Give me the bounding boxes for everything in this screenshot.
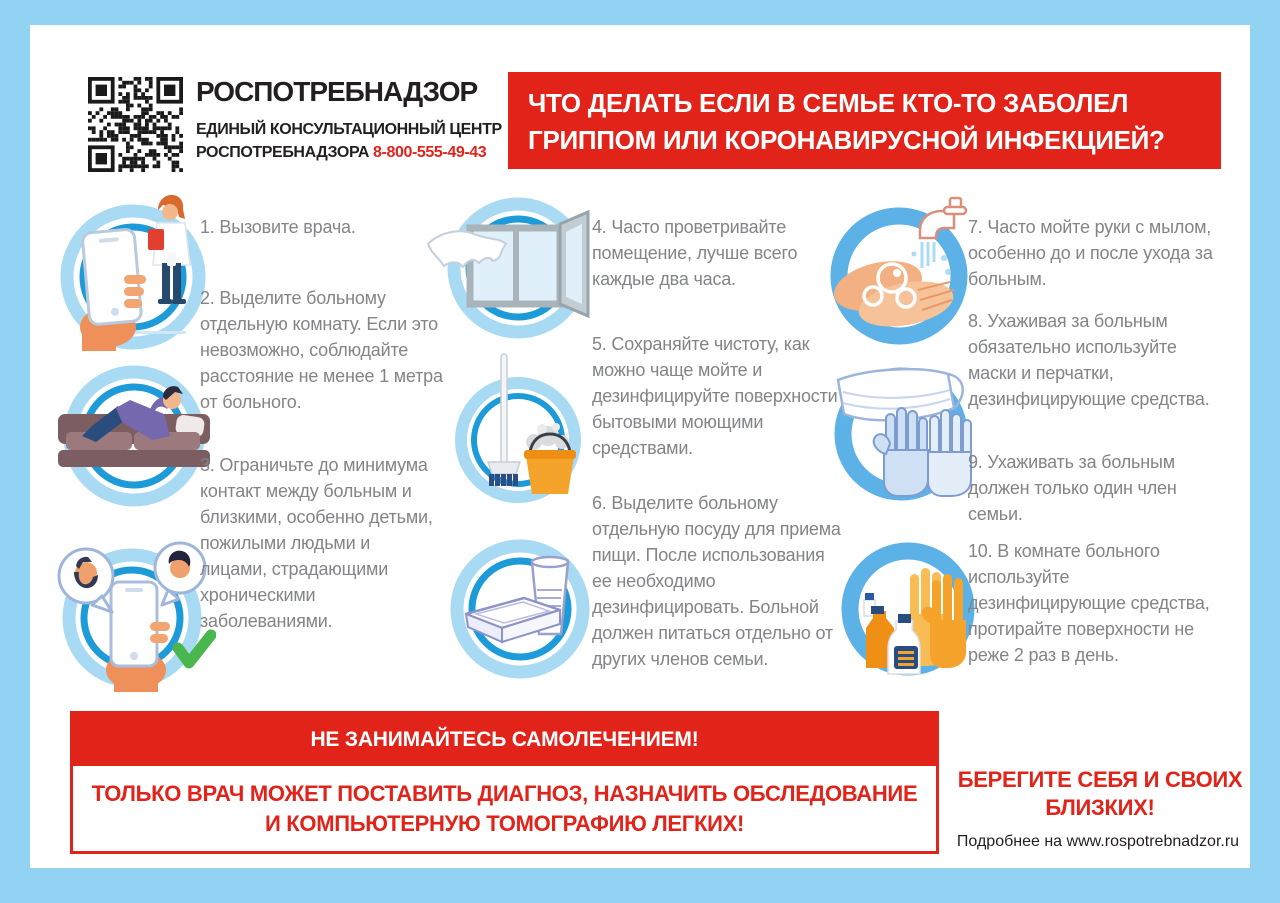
qr-code-icon	[88, 77, 183, 172]
instruction-item-7: 7. Часто мойте руки с мылом, особенно до и после ухода за больным.	[968, 217, 1213, 289]
mop-bucket-icon	[446, 352, 590, 504]
instruction-item-5: 5. Сохраняйте чистоту, как можно чаще мойте и дезинфицируйте поверхности бытовыми моющими средствами.	[592, 334, 838, 458]
instruction-item-9: 9. Ухаживать за больным должен только один член семьи.	[968, 452, 1177, 524]
instruction-item-6: 6. Выделите больному отдельную посуду для приема пищи. После использования ее необходимо дезинфицировать. Больной должен питаться отдельно от других членов семьи.	[592, 493, 841, 669]
wash-hands-icon	[826, 190, 972, 350]
warning-title: НЕ ЗАНИМАЙТЕСЬ САМОЛЕЧЕНИЕМ!	[73, 714, 936, 766]
rest-on-couch-icon	[56, 362, 212, 510]
hotline-phone: 8-800-555-49-43	[373, 144, 487, 161]
glove-right	[928, 410, 971, 496]
instruction-item-1: 1. Вызовите врача.	[200, 217, 356, 237]
org-subtitle-line2: РОСПОТРЕБНАДЗОРА	[196, 144, 369, 161]
instruction-item-10: 10. В комнате больного используйте дезинфицирующие средства, протирайте поверхности не реже 2 раз в день.	[968, 541, 1210, 665]
disinfectant-icon	[840, 534, 976, 684]
warning-box	[70, 711, 939, 854]
headline-line2: ГРИППОМ ИЛИ КОРОНАВИРУСНОЙ ИНФЕКЦИЕЙ?	[528, 125, 1165, 155]
org-subtitle-line1: ЕДИНЫЙ КОНСУЛЬТАЦИОННЫЙ ЦЕНТР	[196, 121, 502, 138]
headline-line1: ЧТО ДЕЛАТЬ ЕСЛИ В СЕМЬЕ КТО-ТО ЗАБОЛЕЛ	[528, 88, 1129, 118]
warning-body	[73, 766, 936, 851]
call-doctor-icon	[58, 183, 210, 351]
org-subtitle	[196, 118, 502, 164]
disposable-dishes-icon	[446, 534, 594, 684]
warning-body-line1: ТОЛЬКО ВРАЧ МОЖЕТ ПОСТАВИТЬ ДИАГНОЗ, НАЗНАЧИТЬ ОБСЛЕДОВАНИЕ	[91, 780, 918, 806]
phone-chat-icon	[52, 528, 216, 692]
warning-body-line2: И КОМПЬЮТЕРНУЮ ТОМОГРАФИЮ ЛЕГКИХ!	[264, 810, 745, 836]
org-name: РОСПОТРЕБНАДЗОР	[196, 76, 478, 107]
instruction-item-4: 4. Часто проветривайте помещение, лучше всего каждые два часа.	[592, 217, 798, 289]
window	[470, 212, 588, 316]
instruction-item-2: 2. Выделите больному отдельную комнату. Если это невозможно, соблюдайте расстояние не менее 1 метра от больного.	[200, 288, 443, 412]
instruction-item-8: 8. Ухаживая за больным обязательно используйте маски и перчатки, дезинфицирующие средства.	[968, 311, 1210, 409]
headline-banner	[508, 72, 1221, 169]
slogan-line1: БЕРЕГИТЕ СЕБЯ И СВОИХ	[957, 767, 1243, 792]
mask-gloves-icon	[830, 356, 972, 506]
slogan	[955, 766, 1245, 822]
more-info-link: Подробнее на www.rospotrebnadzor.ru	[956, 833, 1240, 850]
instruction-item-3: 3. Ограничьте до минимума контакт между больным и близкими, особенно детьми, пожилыми людьми и лицами, страдающими хроническими заболеваниями.	[200, 455, 433, 631]
slogan-line2: БЛИЗКИХ!	[1045, 795, 1155, 820]
